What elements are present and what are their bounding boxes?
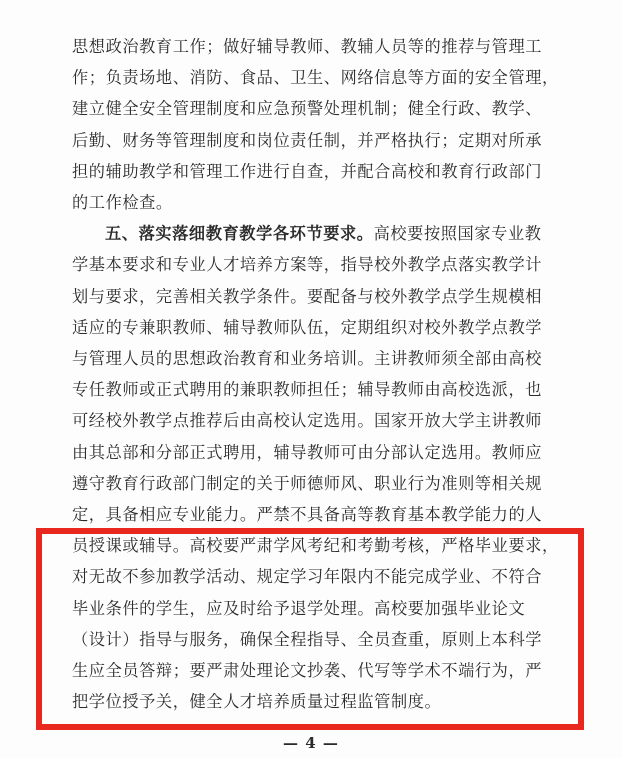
text-line: 遵守教育行政部门制定的关于师德师风、职业行为准则等相关规 — [72, 474, 543, 493]
text-line: 适应的专兼职教师、辅导教师队伍，定期组织对校外教学点教学 — [72, 318, 543, 337]
page-number: — 4 — — [283, 734, 339, 752]
section-heading: 五、落实落细教育教学各环节要求。 — [105, 224, 374, 243]
text-line: 与管理人员的思想政治教育和业务培训。主讲教师须全部由高校 — [72, 349, 543, 368]
text-line: 的工作检查。 — [72, 193, 173, 212]
text-line: 员授课或辅导。高校要严肃学风考纪和考勤考核，严格毕业要求， — [72, 536, 559, 555]
text-line: （设计）指导与服务，确保全程指导、全员查重，原则上本科学 — [72, 630, 543, 649]
text-line: 可经校外教学点推荐后由高校认定选用。国家开放大学主讲教师 — [72, 411, 543, 430]
text-line: 作；负责场地、消防、食品、卫生、网络信息等方面的安全管理， — [72, 68, 559, 87]
section-first-line — [105, 224, 541, 244]
text-line: 专任教师或正式聘用的兼职教师担任；辅导教师由高校选派，也 — [72, 380, 543, 399]
text-line: 对无故不参加教学活动、规定学习年限内不能完成学业、不符合 — [72, 567, 543, 586]
text-line: 毕业条件的学生，应及时给予退学处理。高校要加强毕业论文 — [72, 599, 526, 618]
text-line: 由其总部和分部正式聘用，辅导教师可由分部认定选用。教师应 — [72, 443, 543, 462]
text-line: 后勤、财务等管理制度和岗位责任制，并严格执行；定期对所承 — [72, 131, 543, 150]
text-line: 生应全员答辩；要严肃处理论文抄袭、代写等学术不端行为，严 — [72, 661, 543, 680]
text-line: 把学位授予关，健全人才培养质量过程监管制度。 — [72, 692, 442, 711]
text-line: 担的辅助教学和管理工作进行自查，并配合高校和教育行政部门 — [72, 162, 543, 181]
text-line: 学基本要求和专业人才培养方案等，指导校外教学点落实教学计 — [72, 255, 543, 274]
text-line: 高校要按照国家专业教 — [373, 224, 542, 243]
text-line: 思想政治教育工作；做好辅导教师、教辅人员等的推荐与管理工 — [72, 37, 543, 56]
text-line: 划与要求，完善相关教学条件。要配备与校外教学点学生规模相 — [72, 287, 543, 306]
text-line: 建立健全安全管理制度和应急预警处理机制；健全行政、教学、 — [72, 99, 543, 118]
text-line: 定，具备相应专业能力。严禁不具备高等教育基本教学能力的人 — [72, 505, 543, 524]
